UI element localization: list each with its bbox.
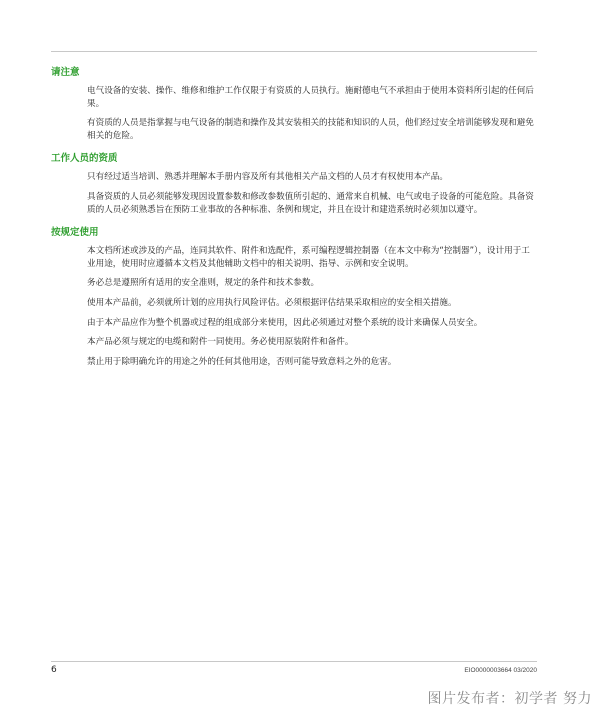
bottom-divider xyxy=(51,661,537,662)
paragraph: 使用本产品前，必须就所计划的应用执行风险评估。必须根据评估结果采取相应的安全相关措施。 xyxy=(87,297,457,308)
section-personnel-qualification xyxy=(51,152,537,216)
publisher-watermark: 图片发布者：初学者 努力 xyxy=(427,691,592,707)
section-notice xyxy=(51,66,537,142)
top-divider xyxy=(51,51,537,52)
paragraph: 只有经过适当培训、熟悉并理解本手册内容及所有其他相关产品文档的人员才有权使用本产品。 xyxy=(87,172,448,183)
paragraph: 禁止用于除明确允许的用途之外的任何其他用途，否则可能导致意料之外的危害。 xyxy=(87,356,397,367)
paragraph: 具备资质的人员必须能够发现因设置参数和修改参数值所引起的、通常来自机械、电气或电子设备的可能危险。具备资质的人员必须熟悉旨在预防工业事故的各种标准、条例和规定，并且在设计和建造系统时必须加以遵守。 xyxy=(87,191,534,215)
section-heading: 请注意 xyxy=(51,67,80,78)
section-heading: 按规定使用 xyxy=(51,227,99,239)
paragraph: 务必总是遵照所有适用的安全准则，规定的条件和技术参数。 xyxy=(87,278,320,289)
section-heading: 工作人员的资质 xyxy=(51,153,118,165)
paragraph: 本文档所述或涉及的产品，连同其软件、附件和选配件，系可编程逻辑控制器（在本文中称为“控制器”），设计用于工业用途，使用时应遵循本文档及其他辅助文档中的相关说明、指导、示例和安全说明。 xyxy=(87,246,530,269)
section-intended-use xyxy=(51,226,537,368)
paragraph: 本产品必须与规定的电缆和附件一同使用。务必使用原装附件和备件。 xyxy=(87,337,354,348)
paragraph: 电气设备的安装、操作、维修和维护工作仅限于有资质的人员执行。施耐德电气不承担由于使用本资料所引起的任何后果。 xyxy=(87,86,534,109)
document-id: EIO0000003664 03/2020 xyxy=(464,667,537,674)
paragraph: 由于本产品应作为整个机器或过程的组成部分来使用，因此必须通过对整个系统的设计来确保人员安全。 xyxy=(87,317,483,328)
page-number: 6 xyxy=(51,665,57,675)
document-body xyxy=(51,66,537,378)
paragraph: 有资质的人员是指掌握与电气设备的制造和操作及其安装相关的技能和知识的人员，他们经过安全培训能够发现和避免相关的危险。 xyxy=(87,118,534,141)
